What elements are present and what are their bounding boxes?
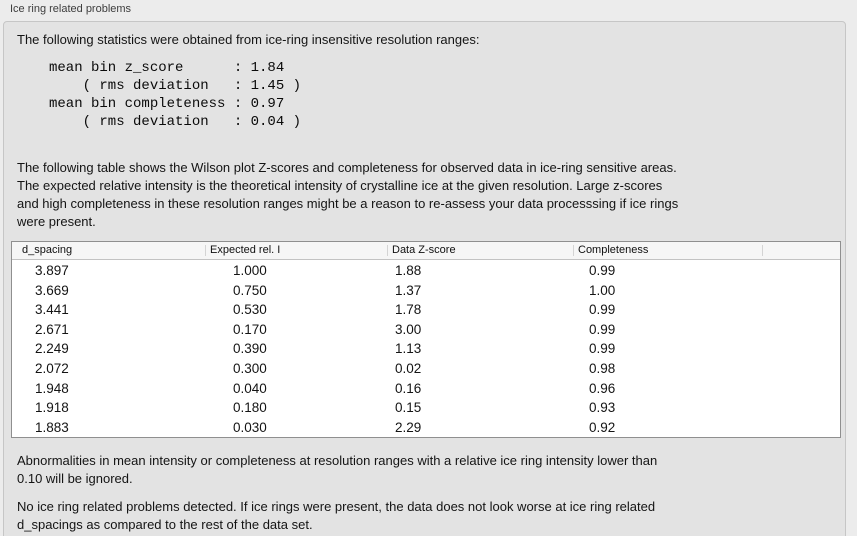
- cell-empty: [762, 398, 840, 418]
- cell-expected-rel-i: 0.170: [233, 321, 267, 337]
- stat-completeness-rms-deviation: ( rms deviation : 0.04 ): [49, 114, 302, 130]
- cell-empty: [762, 320, 840, 340]
- table-row[interactable]: [12, 418, 840, 438]
- stat-mean-bin-completeness: mean bin completeness : 0.97: [49, 96, 285, 112]
- cell-expected-rel-i: 0.530: [233, 302, 267, 318]
- description-line: and high completeness in these resolution ranges might be a reason to re-assess your data processsing if ice rings: [17, 196, 679, 211]
- cell-data-z-score: 2.29: [395, 419, 422, 435]
- table-row[interactable]: [12, 320, 840, 340]
- column-header-empty: [762, 242, 840, 259]
- table-row[interactable]: [12, 261, 840, 281]
- cell-empty: [762, 261, 840, 281]
- stat-z-score-rms-deviation: ( rms deviation : 1.45 ): [49, 78, 302, 94]
- column-header-d-spacing[interactable]: d_spacing: [22, 244, 73, 256]
- cell-completeness: 0.99: [589, 321, 616, 337]
- cell-d-spacing: 2.671: [35, 321, 69, 337]
- description-line: The following table shows the Wilson plot Z-scores and completeness for observed data in ice-ring sensitive areas.: [17, 160, 677, 175]
- footnote-text: [17, 452, 845, 488]
- intro-text: The following statistics were obtained from ice-ring insensitive resolution ranges:: [17, 32, 480, 47]
- table-row[interactable]: [12, 339, 840, 359]
- cell-d-spacing: 1.883: [35, 419, 69, 435]
- cell-d-spacing: 1.918: [35, 400, 69, 416]
- cell-empty: [762, 300, 840, 320]
- footnote-line: 0.10 will be ignored.: [17, 471, 133, 487]
- table-row[interactable]: [12, 300, 840, 320]
- column-header-data-z-score[interactable]: Data Z-score: [387, 242, 573, 259]
- cell-completeness: 0.99: [589, 341, 616, 357]
- footnote-line: Abnormalities in mean intensity or completeness at resolution ranges with a relative ice ring intensity lower than: [17, 453, 658, 469]
- cell-d-spacing: 3.897: [35, 263, 69, 278]
- cell-data-z-score: 0.16: [395, 380, 422, 396]
- cell-data-z-score: 0.15: [395, 400, 422, 416]
- cell-completeness: 0.99: [589, 302, 616, 318]
- cell-expected-rel-i: 0.750: [233, 282, 267, 298]
- cell-data-z-score: 1.78: [395, 302, 422, 318]
- conclusion-text: [17, 498, 845, 534]
- column-header-expected-rel-i[interactable]: Expected rel. I: [205, 242, 387, 259]
- table-row[interactable]: [12, 281, 840, 301]
- cell-d-spacing: 3.441: [35, 302, 69, 318]
- cell-d-spacing: 2.249: [35, 341, 69, 357]
- cell-d-spacing: 2.072: [35, 360, 69, 376]
- cell-completeness: 1.00: [589, 282, 616, 298]
- cell-empty: [762, 418, 840, 438]
- conclusion-line: d_spacings as compared to the rest of the data set.: [17, 517, 313, 533]
- conclusion-line: No ice ring related problems detected. If ice rings were present, the data does not look worse at ice ring related: [17, 499, 656, 515]
- cell-empty: [762, 339, 840, 359]
- table-row[interactable]: [12, 379, 840, 399]
- ice-ring-table: [11, 241, 841, 438]
- stat-mean-bin-z-score: mean bin z_score : 1.84: [49, 60, 285, 76]
- cell-d-spacing: 3.669: [35, 282, 69, 298]
- cell-expected-rel-i: 0.300: [233, 360, 267, 376]
- description-line: The expected relative intensity is the theoretical intensity of crystalline ice at the given resolution. Large z-scores: [17, 178, 663, 193]
- cell-data-z-score: 1.13: [395, 341, 422, 357]
- ice-ring-panel: [3, 21, 846, 536]
- cell-data-z-score: 0.02: [395, 360, 422, 376]
- cell-completeness: 0.96: [589, 380, 616, 396]
- cell-expected-rel-i: 0.390: [233, 341, 267, 357]
- description-line: were present.: [17, 214, 96, 229]
- cell-data-z-score: 3.00: [395, 321, 422, 337]
- cell-expected-rel-i: 0.030: [233, 419, 267, 435]
- table-header-row: [12, 242, 840, 260]
- table-body: [12, 260, 840, 437]
- table-row[interactable]: [12, 359, 840, 379]
- description-text: [17, 159, 845, 231]
- cell-empty: [762, 281, 840, 301]
- cell-completeness: 0.93: [589, 400, 616, 416]
- stats-block: [49, 59, 845, 131]
- cell-data-z-score: 1.88: [395, 263, 422, 278]
- cell-empty: [762, 359, 840, 379]
- cell-completeness: 0.92: [589, 419, 616, 435]
- cell-data-z-score: 1.37: [395, 282, 422, 298]
- cell-expected-rel-i: 0.180: [233, 400, 267, 416]
- column-header-completeness[interactable]: Completeness: [573, 242, 762, 259]
- cell-empty: [762, 379, 840, 399]
- panel-title: Ice ring related problems: [10, 3, 132, 15]
- cell-expected-rel-i: 0.040: [233, 380, 267, 396]
- cell-expected-rel-i: 1.000: [233, 263, 267, 278]
- cell-completeness: 0.98: [589, 360, 616, 376]
- cell-d-spacing: 1.948: [35, 380, 69, 396]
- table-row[interactable]: [12, 398, 840, 418]
- cell-completeness: 0.99: [589, 263, 616, 278]
